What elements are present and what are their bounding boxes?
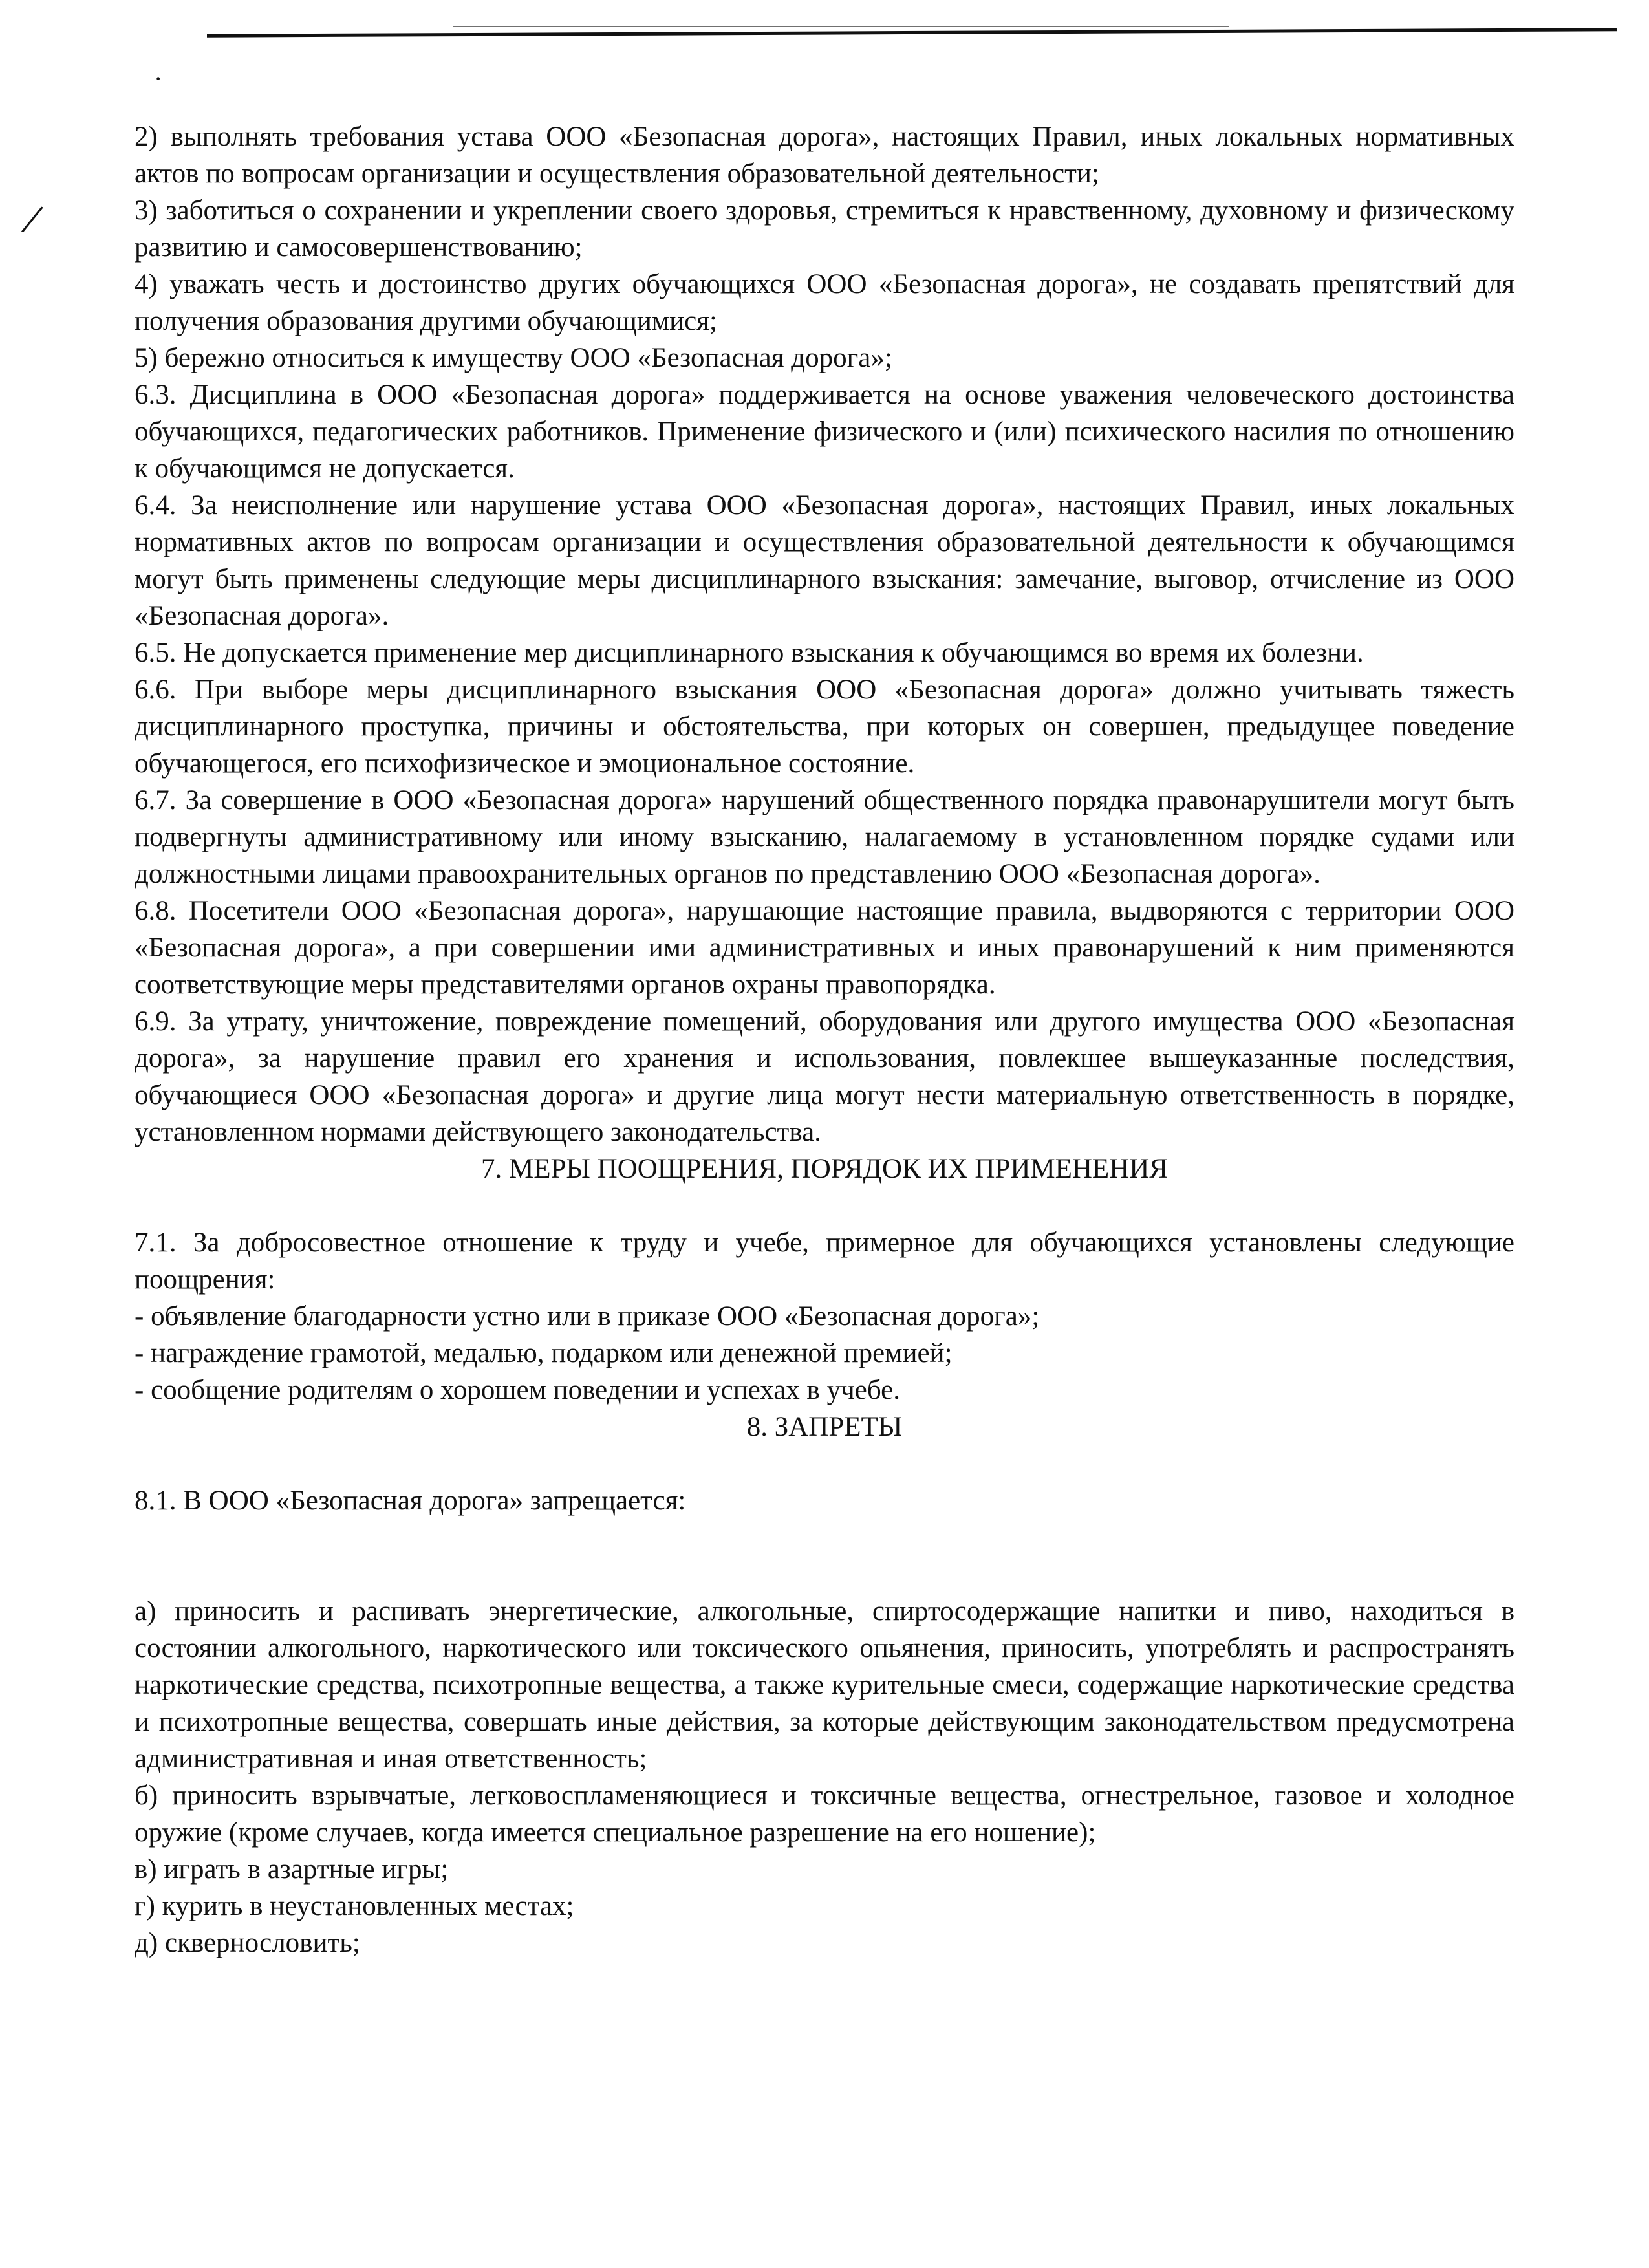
prohibition-c: в) играть в азартные игры; — [135, 1854, 449, 1885]
prohibition-a: а) приносить и распивать энергетические, алкогольные, спиртосодержащие напитки и пиво, находиться в состоянии алкогольного, наркотического или токсического опьянения, приносить, употреблять и распространять наркотические средства, психотропные вещества, а также курительные смеси, содержащие наркотические средства и психотропные вещества, совершать иные действия, за которые действующим законодательством предусмотрена административная и иная ответственность; — [135, 1596, 1514, 1774]
section-8-heading: 8. ЗАПРЕТЫ — [746, 1412, 903, 1442]
paragraph-6-6: 6.6. При выборе меры дисциплинарного взыскания ООО «Безопасная дорога» должно учитывать тяжесть дисциплинарного проступка, причины и обстоятельства, при которых он совершен, предыдущее поведение обучающегося, его психофизическое и эмоциональное состояние. — [135, 675, 1514, 779]
reward-item-2: - награждение грамотой, медалью, подарком или денежной премией; — [135, 1338, 953, 1368]
prohibition-e: д) сквернословить; — [135, 1928, 360, 1958]
paragraph-6-4: 6.4. За неисполнение или нарушение устава ООО «Безопасная дорога», настоящих Правил, иных локальных нормативных актов по вопросам организации и осуществления образовательной деятельности к обучающимся могут быть применены следующие меры дисциплинарного взыскания: замечание, выговор, отчисление из ООО «Безопасная дорога». — [135, 490, 1514, 631]
prohibition-b: б) приносить взрывчатые, легковоспламеняющиеся и токсичные вещества, огнестрельное, газовое и холодное оружие (кроме случаев, когда имеется специальное разрешение на его ношение); — [135, 1780, 1514, 1848]
scan-top-line-thin — [453, 26, 1229, 27]
margin-tick-mark: / — [17, 194, 47, 246]
paragraph-6-8: 6.8. Посетители ООО «Безопасная дорога», нарушающие настоящие правила, выдворяются с территории ООО «Безопасная дорога», а при совершении ими административных и иных правонарушений к ним применяются соответствующие меры представителями органов охраны правопорядка. — [135, 896, 1514, 1000]
prohibition-d: г) курить в неустановленных местах; — [135, 1891, 574, 1921]
paragraph-item-2: 2) выполнять требования устава ООО «Безопасная дорога», настоящих Правил, иных локальных нормативных актов по вопросам организации и осуществления образовательной деятельности; — [135, 122, 1514, 189]
paragraph-7-1: 7.1. За добросовестное отношение к труду и учебе, примерное для обучающихся установлены следующие поощрения: — [135, 1227, 1514, 1295]
paragraph-item-4: 4) уважать честь и достоинство других обучающихся ООО «Безопасная дорога», не создавать препятствий для получения образования другими обучающимися; — [135, 269, 1514, 336]
reward-item-3: - сообщение родителям о хорошем поведении и успехах в учебе. — [135, 1375, 900, 1405]
spacer — [135, 1519, 1514, 1593]
scan-top-line — [207, 28, 1617, 38]
paragraph-8-1: 8.1. В ООО «Безопасная дорога» запрещается: — [135, 1485, 686, 1516]
paragraph-item-5: 5) бережно относиться к имуществу ООО «Безопасная дорога»; — [135, 343, 892, 373]
scan-speck: · — [154, 64, 163, 93]
document-body — [135, 118, 1514, 1961]
paragraph-6-3: 6.3. Дисциплина в ООО «Безопасная дорога» поддерживается на основе уважения человеческого достоинства обучающихся, педагогических работников. Применение физического и (или) психического насилия по отношению к обучающимся не допускается. — [135, 380, 1514, 484]
reward-item-1: - объявление благодарности устно или в приказе ООО «Безопасная дорога»; — [135, 1301, 1040, 1332]
paragraph-item-3: 3) заботиться о сохранении и укреплении своего здоровья, стремиться к нравственному, духовному и физическому развитию и самосовершенствованию; — [135, 195, 1514, 263]
paragraph-6-5: 6.5. Не допускается применение мер дисциплинарного взыскания к обучающимся во время их болезни. — [135, 638, 1364, 668]
spacer — [135, 1187, 1514, 1224]
paragraph-6-7: 6.7. За совершение в ООО «Безопасная дорога» нарушений общественного порядка правонарушители могут быть подвергнуты административному или иному взысканию, налагаемому в установленном порядке судами или должностными лицами правоохранительных органов по представлению ООО «Безопасная дорога». — [135, 785, 1514, 889]
paragraph-6-9: 6.9. За утрату, уничтожение, повреждение помещений, оборудования или другого имущества ООО «Безопасная дорога», за нарушение правил его хранения и использования, повлекшее вышеуказанные последствия, обучающиеся ООО «Безопасная дорога» и другие лица могут нести материальную ответственность в порядке, установленном нормами действующего законодательства. — [135, 1006, 1514, 1147]
spacer — [135, 1445, 1514, 1482]
section-7-heading: 7. МЕРЫ ПООЩРЕНИЯ, ПОРЯДОК ИХ ПРИМЕНЕНИЯ — [481, 1154, 1168, 1184]
